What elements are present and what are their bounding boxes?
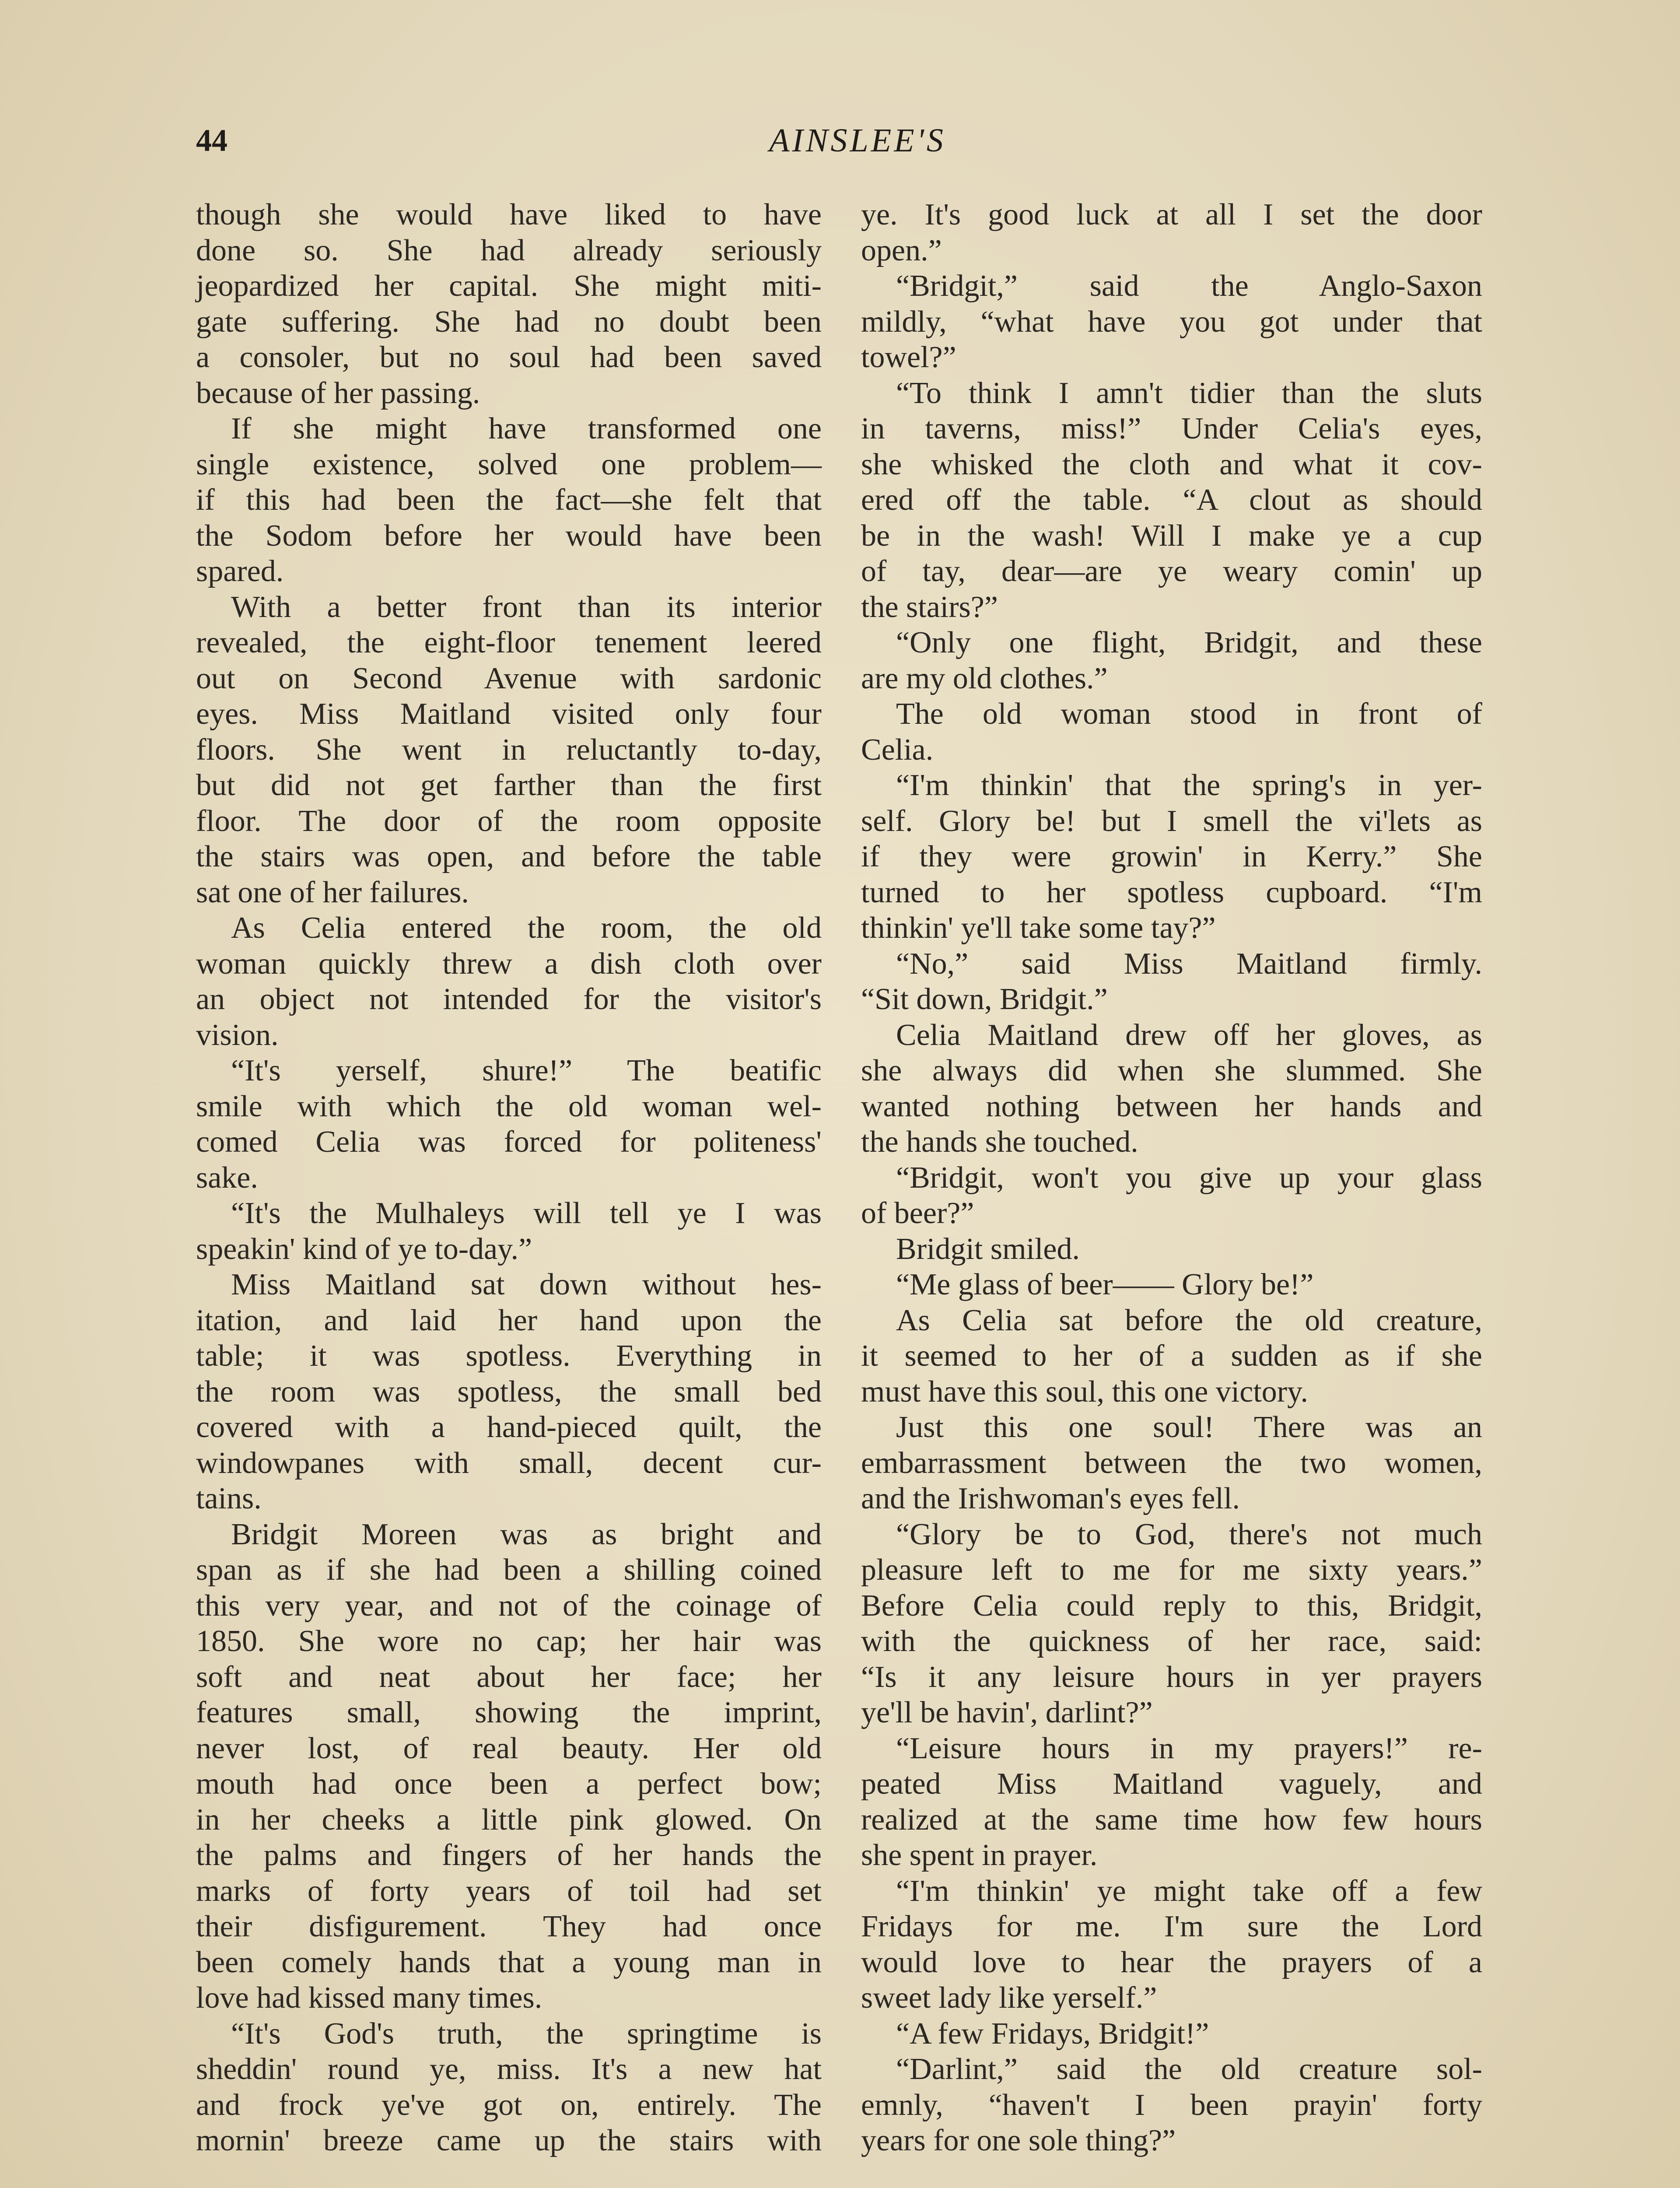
- text-line: As Celia entered the room, the old: [231, 911, 822, 945]
- text-line: As Celia sat before the old creature,: [896, 1303, 1482, 1337]
- text-line: 1850. She wore no cap; her hair was: [196, 1624, 822, 1658]
- text-line: Bridgit Moreen was as bright and: [231, 1517, 822, 1551]
- text-line: sake.: [196, 1161, 258, 1195]
- text-line: floor. The door of the room opposite: [196, 804, 822, 838]
- text-line: thinkin' ye'll take some tay?”: [861, 911, 1216, 945]
- text-line: “Me glass of beer—— Glory be!”: [896, 1268, 1314, 1301]
- text-line: the room was spotless, the small bed: [196, 1375, 822, 1409]
- text-line: the Sodom before her would have been: [196, 519, 822, 553]
- text-line: If she might have transformed one: [231, 412, 822, 445]
- text-line: Celia Maitland drew off her gloves, as: [896, 1018, 1482, 1052]
- text-line: and frock ye've got on, entirely. The: [196, 2088, 822, 2122]
- text-column-right: [861, 197, 1482, 2159]
- text-line: she always did when she slummed. She: [861, 1054, 1482, 1087]
- text-line: spared.: [196, 554, 284, 588]
- text-line: it seemed to her of a sudden as if she: [861, 1339, 1482, 1373]
- text-line: the hands she touched.: [861, 1125, 1138, 1159]
- text-line: though she would have liked to have: [196, 198, 822, 231]
- text-line: “No,” said Miss Maitland firmly.: [896, 947, 1482, 981]
- text-line: floors. She went in reluctantly to-day,: [196, 733, 822, 767]
- text-line: never lost, of real beauty. Her old: [196, 1731, 822, 1765]
- text-line: emnly, “haven't I been prayin' forty: [861, 2088, 1482, 2122]
- text-line: eyes. Miss Maitland visited only four: [196, 697, 822, 731]
- text-line: must have this soul, this one victory.: [861, 1375, 1309, 1409]
- text-line: are my old clothes.”: [861, 661, 1108, 695]
- text-line: marks of forty years of toil had set: [196, 1874, 822, 1908]
- text-line: “It's yerself, shure!” The beatific: [231, 1054, 822, 1087]
- text-line: a consoler, but no soul had been saved: [196, 340, 822, 374]
- text-line: with the quickness of her race, said:: [861, 1624, 1482, 1658]
- text-line: sweet lady like yerself.”: [861, 1981, 1157, 2015]
- text-line: be in the wash! Will I make ye a cup: [861, 519, 1482, 553]
- text-line: the stairs was open, and before the table: [196, 840, 822, 873]
- running-head: AINSLEE'S: [769, 122, 946, 159]
- text-line: and the Irishwoman's eyes fell.: [861, 1482, 1240, 1515]
- text-line: soft and neat about her face; her: [196, 1660, 822, 1694]
- text-line: ered off the table. “A clout as should: [861, 483, 1482, 517]
- text-line: “Glory be to God, there's not much: [896, 1517, 1482, 1551]
- text-line: “Bridgit,” said the Anglo-Saxon: [896, 269, 1482, 303]
- text-line: self. Glory be! but I smell the vi'lets as: [861, 804, 1482, 838]
- text-line: towel?”: [861, 340, 956, 374]
- text-line: The old woman stood in front of: [896, 697, 1482, 731]
- text-line: their disfigurement. They had once: [196, 1910, 822, 1943]
- text-line: done so. She had already seriously: [196, 233, 822, 267]
- text-line: jeopardized her capital. She might miti-: [196, 269, 822, 303]
- text-line: table; it was spotless. Everything in: [196, 1339, 822, 1373]
- text-line: “Leisure hours in my prayers!” re-: [896, 1731, 1482, 1765]
- page-number: 44: [196, 123, 228, 158]
- text-line: span as if she had been a shilling coined: [196, 1553, 822, 1587]
- text-line: if this had been the fact—she felt that: [196, 483, 822, 517]
- text-line: open.”: [861, 233, 942, 267]
- text-line: because of her passing.: [196, 376, 480, 410]
- text-line: embarrassment between the two women,: [861, 1446, 1482, 1480]
- text-line: smile with which the old woman wel-: [196, 1089, 822, 1123]
- text-column-left: [196, 197, 822, 2159]
- text-line: “It's God's truth, the springtime is: [231, 2016, 822, 2051]
- text-line: love had kissed many times.: [196, 1981, 542, 2015]
- text-line: wanted nothing between her hands and: [861, 1089, 1482, 1123]
- text-line: ye. It's good luck at all I set the door: [861, 198, 1482, 231]
- text-line: gate suffering. She had no doubt been: [196, 305, 822, 339]
- text-line: woman quickly threw a dish cloth over: [196, 947, 822, 981]
- text-line: in taverns, miss!” Under Celia's eyes,: [861, 412, 1482, 445]
- text-line: of tay, dear—are ye weary comin' up: [861, 554, 1482, 588]
- text-line: but did not get farther than the first: [196, 768, 822, 802]
- text-line: the stairs?”: [861, 590, 998, 624]
- text-line: comed Celia was forced for politeness': [196, 1125, 822, 1159]
- text-line: Celia.: [861, 733, 934, 767]
- text-line: an object not intended for the visitor's: [196, 982, 822, 1016]
- text-line: years for one sole thing?”: [861, 2124, 1176, 2157]
- text-line: windowpanes with small, decent cur-: [196, 1446, 822, 1480]
- text-line: “To think I amn't tidier than the sluts: [896, 376, 1482, 410]
- text-line: Fridays for me. I'm sure the Lord: [861, 1910, 1482, 1943]
- text-line: sat one of her failures.: [196, 875, 469, 909]
- text-line: peated Miss Maitland vaguely, and: [861, 1767, 1482, 1801]
- text-line: “Bridgit, won't you give up your glass: [896, 1161, 1482, 1195]
- text-line: features small, showing the imprint,: [196, 1696, 822, 1729]
- text-line: “Darlint,” said the old creature sol-: [896, 2052, 1482, 2086]
- text-line: “I'm thinkin' that the spring's in yer-: [896, 768, 1482, 802]
- text-line: turned to her spotless cupboard. “I'm: [861, 875, 1482, 909]
- text-line: “I'm thinkin' ye might take off a few: [896, 1874, 1482, 1908]
- text-line: “Is it any leisure hours in yer prayers: [861, 1660, 1482, 1694]
- text-line: Bridgit smiled.: [896, 1232, 1080, 1266]
- text-line: Miss Maitland sat down without hes-: [231, 1268, 822, 1301]
- text-line: itation, and laid her hand upon the: [196, 1303, 822, 1337]
- text-line: would love to hear the prayers of a: [861, 1945, 1482, 1979]
- text-line: of beer?”: [861, 1196, 974, 1230]
- text-line: “It's the Mulhaleys will tell ye I was: [231, 1196, 822, 1230]
- text-line: this very year, and not of the coinage of: [196, 1588, 822, 1623]
- text-line: covered with a hand-pieced quilt, the: [196, 1410, 822, 1444]
- text-line: “A few Fridays, Bridgit!”: [896, 2016, 1209, 2051]
- text-line: she whisked the cloth and what it cov-: [861, 447, 1482, 481]
- text-line: sheddin' round ye, miss. It's a new hat: [196, 2052, 822, 2086]
- text-line: mouth had once been a perfect bow;: [196, 1767, 822, 1801]
- text-line: tains.: [196, 1482, 262, 1515]
- text-line: out on Second Avenue with sardonic: [196, 661, 822, 695]
- text-line: speakin' kind of ye to-day.”: [196, 1232, 532, 1266]
- text-line: ye'll be havin', darlint?”: [861, 1696, 1153, 1729]
- text-line: realized at the same time how few hours: [861, 1802, 1482, 1837]
- text-line: “Sit down, Bridgit.”: [861, 982, 1108, 1016]
- text-line: mornin' breeze came up the stairs with: [196, 2124, 822, 2157]
- text-line: if they were growin' in Kerry.” She: [861, 840, 1482, 873]
- text-line: “Only one flight, Bridgit, and these: [896, 626, 1482, 659]
- text-line: With a better front than its interior: [231, 590, 822, 624]
- text-line: vision.: [196, 1018, 279, 1052]
- text-line: single existence, solved one problem—: [196, 447, 822, 481]
- text-line: in her cheeks a little pink glowed. On: [196, 1802, 822, 1837]
- text-line: pleasure left to me for me sixty years.”: [861, 1553, 1482, 1587]
- text-line: the palms and fingers of her hands the: [196, 1838, 822, 1872]
- text-line: Before Celia could reply to this, Bridgit,: [861, 1588, 1482, 1623]
- text-line: she spent in prayer.: [861, 1838, 1098, 1872]
- text-line: mildly, “what have you got under that: [861, 305, 1482, 339]
- text-line: been comely hands that a young man in: [196, 1945, 822, 1979]
- text-line: Just this one soul! There was an: [896, 1410, 1482, 1444]
- text-line: revealed, the eight-floor tenement leered: [196, 626, 822, 659]
